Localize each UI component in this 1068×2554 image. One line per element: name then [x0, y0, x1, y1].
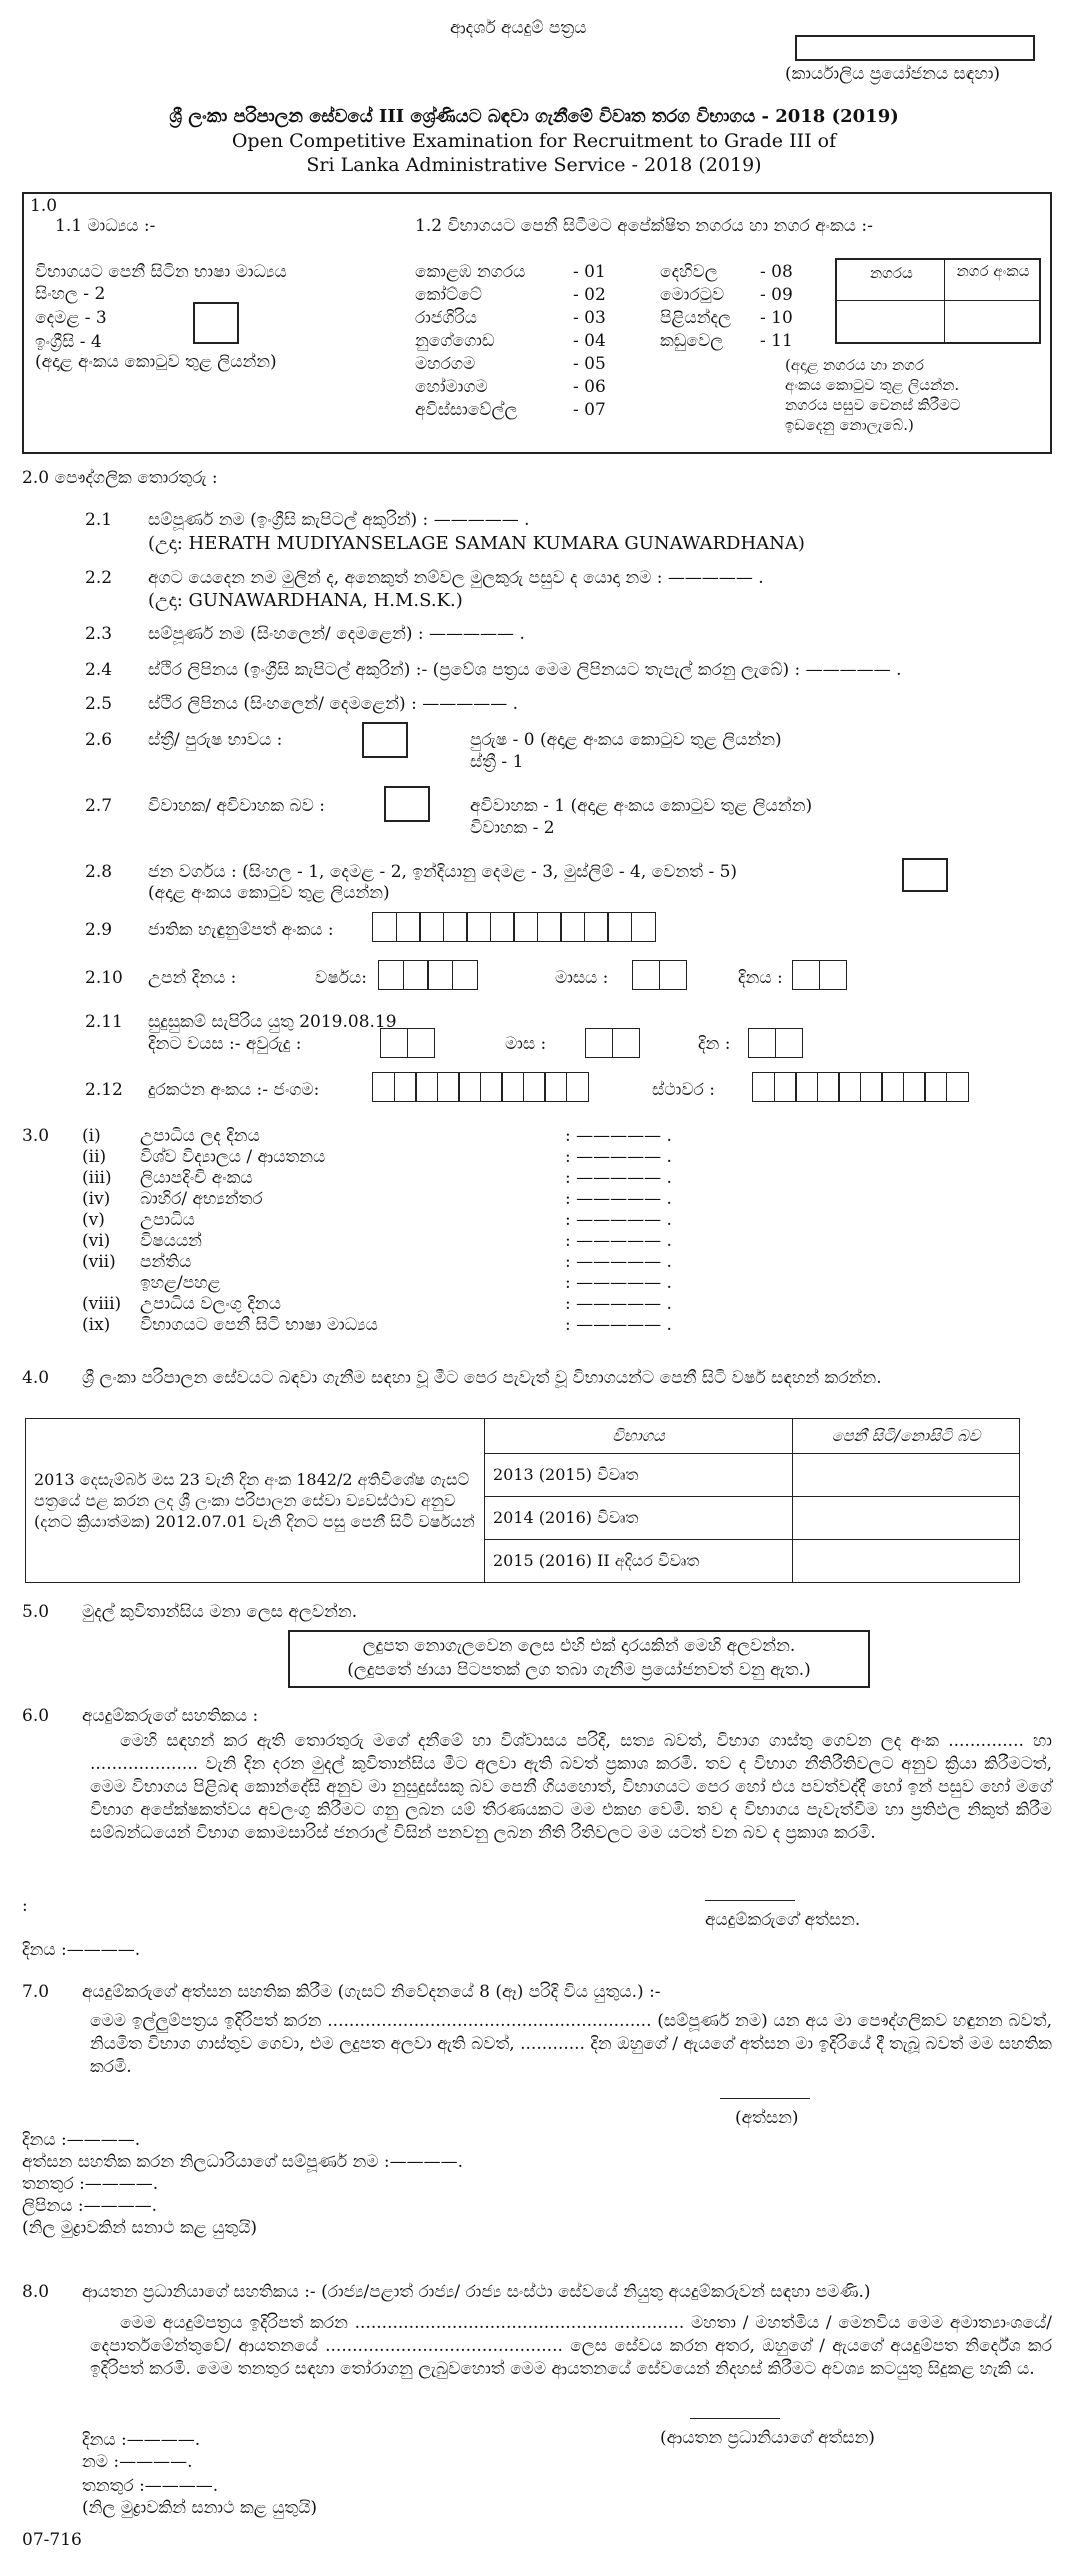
- nic-input-cells[interactable]: [372, 912, 656, 942]
- form-code: 07-716: [22, 2530, 82, 2550]
- receipt-paste-note: ලදුපත නොගැලවෙන ලෙස එහි එක් දාරයකින් මෙහි අලවන්න.: [362, 1636, 796, 1656]
- exam-row-label: 2013 (2015) විවෘත: [485, 1454, 793, 1497]
- item-number: 2.8: [85, 862, 113, 882]
- degree-item-blank[interactable]: : ————— .: [565, 1294, 672, 1314]
- grid-city-number-label: නගර අංකය: [956, 262, 1030, 280]
- attendance-cell[interactable]: [793, 1454, 1020, 1497]
- ethnicity-note: (අදාළ අංකය කොටුව තුළ ලියන්න): [148, 883, 390, 903]
- city-code: - 07: [573, 400, 606, 420]
- item-number: 2.12: [85, 1080, 123, 1100]
- grid-divider: [835, 300, 1041, 301]
- section-4-number: 4.0: [22, 1368, 50, 1388]
- degree-item-blank[interactable]: : ————— .: [565, 1315, 672, 1335]
- exam-column-header: විභාගය: [485, 1419, 793, 1454]
- ethnicity-box[interactable]: [902, 858, 948, 892]
- degree-item-blank[interactable]: : ————— .: [565, 1189, 672, 1209]
- age-qualifying-label: සුදුසුකම් සැපිරිය යුතු 2019.08.19: [148, 1012, 397, 1032]
- item-number: 2.4: [85, 660, 113, 680]
- certifier-signature-line[interactable]: [720, 2098, 810, 2099]
- certifier-signature-label: (අත්සන): [735, 2108, 799, 2128]
- head-designation-field[interactable]: තනතුර :————.: [82, 2476, 219, 2496]
- city-code: - 04: [573, 331, 606, 351]
- dob-day-label: දිනය :: [738, 968, 783, 988]
- section-7-number: 7.0: [22, 1982, 50, 2002]
- dob-label: උපන් දිනය :: [148, 968, 237, 988]
- degree-item-blank[interactable]: : ————— .: [565, 1147, 672, 1167]
- gender-option: පුරුෂ - 0 (අදාළ අංකය කොටුව තුළ ලියන්න): [470, 730, 782, 750]
- name-with-initials-example: (උදා: GUNAWARDHANA, H.M.S.K.): [148, 590, 463, 611]
- medium-heading: 1.1 මාධ්‍යය :-: [55, 216, 156, 236]
- applicant-declaration-text: මෙහි සඳහන් කර ඇති තොරතුරු මගේ දනීමේ හා විශ්වාසය පරිදි, සත්‍ය බවත්, විභාග ගාස්තු ගෙවන ලද අංක .............. හා .................... වැනි දින දරන මුදල් කුවිතාන්සිය මීට අලවා ඇති බවත් ප්‍රකාශ කරමි. තව ද විභාග නීතිරීතිවලට අනුව ක්‍රියා කිරීමටත්, මෙම විභාගය පිළිබඳ කොන්දේසි අනුව මා නුසුදුස්සකු බව පෙනී ගියහොත්, විභාගයට පෙර හෝ එය පවත්වද්දී හෝ ඉන් පසුව හෝ මගේ විභාග අපේක්ෂකත්වය අවලංගු කිරීමට ගනු ලබන යම් තීරණයකට මම එකඟ වෙමි. තව ද විභාගය පැවැත්වීම හා ප්‍රතිඵල නිකුත් කිරීම සම්බන්ධයෙන් විභාග කොමසාරිස් ජනරාල් විසින් පනවනු ලබන නීති රීතිවලට මම යටත් වන බව ද ප්‍රකාශ කරමි.: [90, 1731, 1052, 1843]
- head-of-institution-text: මෙම අයදුම්පත්‍රය ඉදිරිපත් කරන ............................................................. මහතා / මහත්මිය / මෙනවිය මෙම අමාත්‍යාංශයේ/ දෙපාර්තමේන්තුවේ/ ආයතනයේ ............................................ ලෙස සේවය කරන අතර, ඔහුගේ / ඇයගේ අයදුම්පත නිර්දේශ කර ඉදිරිපත් කරමි. මෙම තනතුර සඳහා තෝරාගනු ලැබුවහොත් මෙම ආයතනයේ සේවයෙන් නිදහස් කිරීමට අවශ්‍ය කටයුතු සිදුකළ හැකි ය.: [90, 2313, 1052, 2379]
- item-number: 2.5: [85, 694, 113, 714]
- degree-item-number: (iii): [82, 1168, 112, 1188]
- title-english-line2: Sri Lanka Administrative Service - 2018 (2019): [306, 154, 762, 176]
- attendance-column-header: පෙනී සිටි/නොසිටි බව: [793, 1419, 1020, 1454]
- city-name: රාජගිරිය: [415, 308, 478, 328]
- degree-item-label: උපාධිය ලද දිනය: [140, 1126, 260, 1146]
- degree-item-blank[interactable]: : ————— .: [565, 1126, 672, 1146]
- degree-item-number: (iv): [82, 1189, 111, 1209]
- attendance-cell[interactable]: [793, 1497, 1020, 1540]
- item-number: 2.9: [85, 920, 113, 940]
- ethnicity-label: ජන වර්ගය : (සිංහල - 1, දෙමළ - 2, ඉන්දියානු දෙමළ - 3, මුස්ලිම් - 4, වෙනත් - 5): [148, 862, 738, 882]
- certifier-address-field[interactable]: ලිපිනය :————.: [22, 2196, 158, 2216]
- item-number: 2.11: [85, 1012, 123, 1032]
- civil-status-option: අවිවාහක - 1 (අදාළ අංකය කොටුව තුළ ලියන්න): [470, 796, 813, 816]
- degree-item-blank[interactable]: : ————— .: [565, 1231, 672, 1251]
- head-of-institution-heading: ආයතන ප්‍රධානියාගේ සහතිකය :- (රාජ්‍ය/පළාත් රාජ්‍ය/ රාජ්‍ය සංස්ථා සේවයේ නියුතු අයදුම්කරුවන් සඳහා පමණි.): [82, 2282, 871, 2302]
- age-days-label: දින :: [698, 1034, 731, 1054]
- signature-line[interactable]: [705, 1900, 795, 1901]
- receipt-copy-note: (ලදුපතේ ඡායා පිටපතක් ලග තබා ගැනීම ප්‍රයෝජනවත් වනු ඇත.): [347, 1660, 811, 1680]
- head-signature-line[interactable]: [690, 2418, 780, 2419]
- phone-landline-label: ස්ථාවර :: [652, 1080, 715, 1100]
- age-years-cells[interactable]: [380, 1028, 435, 1058]
- city-name: හෝමාගම: [415, 377, 488, 397]
- item-number: 2.6: [85, 730, 113, 750]
- degree-item-label: විෂයයන්: [140, 1231, 202, 1251]
- language-note: (අදාළ අංකය කොටුව තුළ ලියන්න): [35, 352, 277, 372]
- city-name: කඩුවෙල: [660, 331, 724, 351]
- previous-exams-rule-cell: 2013 දෙසැම්බර් මස 23 වැනි දින අංක 1842/2 අතිවිශේෂ ගැසට් පත්‍රයේ පළ කරන ලද ශ්‍රී ලංකා පරිපාලන සේවා ව්‍යවස්ථාව අනුව (දනට ක්‍රියාත්මක) 2012.07.01 වැනි දිනට පසු පෙනී සිටි වර්ෂයන්: [26, 1419, 485, 1583]
- gender-box[interactable]: [362, 722, 408, 758]
- exam-row-label: 2014 (2016) විවෘත: [485, 1497, 793, 1540]
- certifier-date-field[interactable]: දිනය :————.: [22, 2130, 141, 2150]
- degree-item-label: උපාධිය වලංගු දිනය: [140, 1294, 281, 1314]
- language-option: දෙමළ - 3: [35, 308, 107, 328]
- city-code: - 03: [573, 308, 606, 328]
- degree-item-blank[interactable]: : ————— .: [565, 1252, 672, 1272]
- city-name: මොරටුව: [660, 285, 725, 305]
- section-2-heading: 2.0 පෞද්ගලික තොරතුරු :: [22, 468, 218, 488]
- title-english-line1: Open Competitive Examination for Recruitment to Grade III of: [231, 130, 837, 152]
- dob-year-label: වර්ෂය:: [315, 968, 367, 988]
- permanent-address-sinhala-label[interactable]: ස්ථිර ලිපිනය (සිංහලෙන්/ දෙමළෙන්) : ————— .: [148, 694, 519, 714]
- city-note-line: (අදාළ නගරය හා නගර: [785, 356, 924, 374]
- head-signature-label: (ආයතන ප්‍රධානියාගේ අත්සන): [660, 2428, 875, 2448]
- previous-exams-table: [25, 1418, 1020, 1583]
- city-note-line: නගරය පසුව වෙනස් කිරීමට: [785, 396, 961, 414]
- nic-label: ජාතික හැඳුනුම්පත් අංකය :: [148, 920, 334, 940]
- applicant-certificate-heading: අයදුම්කරුගේ සහතිකය :: [82, 1706, 259, 1726]
- civil-status-box[interactable]: [384, 786, 430, 822]
- degree-item-blank[interactable]: : ————— .: [565, 1210, 672, 1230]
- applicant-date-field[interactable]: දිනය :————.: [22, 1940, 141, 1960]
- age-months-label: මාස :: [505, 1034, 547, 1054]
- item-number: 2.2: [85, 568, 113, 588]
- grid-city-label: නගරය: [870, 264, 913, 282]
- head-name-field[interactable]: නම :————.: [82, 2452, 193, 2472]
- gender-label: ස්ත්‍රී/ පුරුෂ භාවය :: [148, 730, 283, 750]
- head-date-field[interactable]: දිනය :————.: [82, 2430, 201, 2450]
- city-code: - 06: [573, 377, 606, 397]
- degree-item-number: (vi): [82, 1231, 111, 1251]
- degree-item-label: පන්තිය: [140, 1252, 192, 1272]
- applicant-signature-label: අයදුම්කරුගේ අත්සන.: [705, 1910, 861, 1930]
- city-name: නුගේගොඩ: [415, 331, 495, 351]
- age-years-label: දිනට වයස :- අවුරුදු :: [148, 1034, 302, 1054]
- degree-item-label: විභාගයට පෙනී සිටි භාෂා මාධ්‍යය: [140, 1315, 378, 1335]
- degree-item-number: (viii): [82, 1294, 122, 1314]
- full-name-english-label[interactable]: සම්පූර්ණ නම (ඉංග්‍රීසි කැපිටල් අකුරින්) : ————— .: [148, 510, 530, 530]
- degree-item-label: ලියාපදිංචි අංකය: [140, 1168, 253, 1188]
- city-code: - 05: [573, 354, 606, 374]
- permanent-address-english-label[interactable]: ස්ථිර ලිපිනය (ඉංග්‍රීසි කැපිටල් අකුරින්) :- (ප්‍රවේශ පත්‍රය මෙම ලිපිනයට තැපැල් කරනු ලැබේ) : ————— .: [148, 660, 902, 680]
- item-number: 2.10: [85, 968, 123, 988]
- gender-option: ස්ත්‍රී - 1: [470, 752, 524, 772]
- language-title: විභාගයට පෙනී සිටින භාෂා මාධ්‍යය: [35, 262, 287, 282]
- section-5-number: 5.0: [22, 1602, 50, 1622]
- section-1-number: 1.0: [30, 196, 58, 216]
- city-code: - 11: [760, 331, 793, 351]
- section-6-number: 6.0: [22, 1706, 50, 1726]
- city-name: දෙහිවල: [660, 262, 718, 282]
- civil-status-option: විවාහක - 2: [470, 818, 555, 838]
- city-note-line: ඉඩදෙනු නොලැබේ.): [785, 416, 914, 434]
- certifier-designation-field[interactable]: තනතුර :————.: [22, 2174, 159, 2194]
- degree-item-number: (ix): [82, 1315, 111, 1335]
- official-seal-note: (නිල මුද්‍රාවකින් සනාථ කළ යුතුයි): [22, 2218, 258, 2238]
- degree-item-label: විශ්ව විද්‍යාලය / ආයතනය: [140, 1147, 326, 1167]
- dob-day-cells[interactable]: [792, 960, 847, 990]
- dob-year-cells[interactable]: [378, 960, 478, 990]
- title-sinhala: ශ්‍රී ලංකා පරිපාලන සේවයේ III ශ්‍රේණියට බඳවා ගැනීමේ විවෘත තරග විභාගය - 2018 (2019): [169, 106, 899, 127]
- phone-mobile-cells[interactable]: [372, 1072, 589, 1102]
- language-option: ඉංග්‍රීසි - 4: [35, 332, 102, 352]
- phone-mobile-label: දුරකථන අංකය :- ජංගම:: [148, 1080, 320, 1100]
- section-8-number: 8.0: [22, 2282, 50, 2302]
- city-code: - 08: [760, 262, 793, 282]
- attendance-cell[interactable]: [793, 1540, 1020, 1583]
- section-3-number: 3.0: [22, 1126, 50, 1146]
- degree-item-number: (i): [82, 1126, 101, 1146]
- form-title: ආදර්ශ අයදුම් පත්‍රය: [450, 18, 587, 38]
- exam-row-label: 2015 (2016) II අදියර විවෘත: [485, 1540, 793, 1583]
- degree-item-number: (v): [82, 1210, 105, 1230]
- age-months-cells[interactable]: [585, 1028, 640, 1058]
- degree-item-number: (vii): [82, 1252, 116, 1272]
- dob-month-label: මාසය :: [555, 968, 609, 988]
- city-code: - 02: [573, 285, 606, 305]
- city-code: - 01: [573, 262, 606, 282]
- city-note-line: අංකය කොටුව තුළ ලියන්න.: [785, 376, 960, 394]
- dob-month-cells[interactable]: [632, 960, 687, 990]
- grid-divider: [944, 258, 945, 344]
- item-number: 2.1: [85, 510, 113, 530]
- signature-certification-heading: අයදුම්කරුගේ අත්සන සහතික කිරීම (ගැසට් නිවේදනයේ 8 (ඈ) පරිදි විය යුතුය.) :-: [82, 1982, 661, 2002]
- receipt-instruction: මුදල් කුවිතාන්සිය මනා ලෙස අලවන්න.: [82, 1602, 358, 1622]
- city-name: පිළියන්දල: [660, 308, 732, 328]
- item-number: 2.3: [85, 624, 113, 644]
- item-number: 2.7: [85, 796, 113, 816]
- city-name: කෝට්ටේ: [415, 285, 482, 305]
- language-option: සිංහල - 2: [35, 284, 106, 304]
- full-name-sinhala-label[interactable]: සම්පූර්ණ නම (සිංහලෙන්/ දෙමළෙන්) : ————— .: [148, 624, 525, 644]
- degree-item-blank[interactable]: : ————— .: [565, 1273, 672, 1293]
- degree-item-label: උපාධිය: [140, 1210, 195, 1230]
- office-use-label: (කාර්යාලිය ප්‍රයෝජනය සඳහා): [785, 64, 1001, 84]
- language-medium-box[interactable]: [193, 302, 239, 344]
- city-name: කොළඹ නගරය: [415, 262, 526, 282]
- official-seal-note: (නිල මුද්‍රාවකින් සනාථ කළ යුතුයි): [82, 2498, 318, 2518]
- degree-item-blank[interactable]: : ————— .: [565, 1168, 672, 1188]
- degree-item-number: (ii): [82, 1147, 107, 1167]
- signature-certification-text: මෙම ඉල්ලුම්පත්‍රය ඉදිරිපත් කරන ............................................................ (සම්පූර්ණ නම) යන අය මා පෞද්ගලිකව හඳුනන බවත්, නියමිත විභාග ගාස්තුව ගෙවා, එම ලදුපත අලවා ඇති බවත්, ............ දින ඔහුගේ / ඇයගේ අත්සන මා ඉදිරියේ දී තැබූ බවත් මම සහතික කරමි.: [90, 2011, 1052, 2077]
- civil-status-label: විවාහක/ අවිවාහක බව :: [148, 796, 325, 816]
- city-code: - 10: [760, 308, 793, 328]
- declaration-colon: :: [22, 1896, 28, 1916]
- degree-item-label: ඉහළ/පහළ: [140, 1273, 221, 1293]
- city-name: මහරගම: [415, 354, 476, 374]
- certifier-name-field[interactable]: අත්සන සහතික කරන නිලධාරියාගේ සම්පූර්ණ නම :————.: [22, 2152, 464, 2172]
- office-use-box[interactable]: [795, 35, 1035, 61]
- city-code: - 09: [760, 285, 793, 305]
- age-days-cells[interactable]: [748, 1028, 803, 1058]
- previous-exams-instruction: ශ්‍රී ලංකා පරිපාලන සේවයට බඳවා ගැනීම සඳහා වූ මීට පෙර පැවැත් වූ විභාගයන්ට පෙනී සිටි වර්ෂ සඳහන් කරන්න.: [82, 1368, 882, 1388]
- city-heading: 1.2 විභාගයට පෙනී සිටීමට අපේක්ෂිත නගරය හා නගර අංකය :-: [415, 216, 873, 236]
- degree-item-label: බාහිර/ අභ්‍යන්තර: [140, 1189, 263, 1209]
- city-name: අවිස්සාවේල්ල: [415, 400, 518, 420]
- name-with-initials-label[interactable]: අගට යෙදෙන නම මුලින් ද, අනෙකුත් නම්වල මුලකුරු පසුව ද යොදා නම : ————— .: [148, 568, 764, 588]
- full-name-example: (උදා: HERATH MUDIYANSELAGE SAMAN KUMARA GUNAWARDHANA): [148, 533, 805, 554]
- phone-landline-cells[interactable]: [752, 1072, 969, 1102]
